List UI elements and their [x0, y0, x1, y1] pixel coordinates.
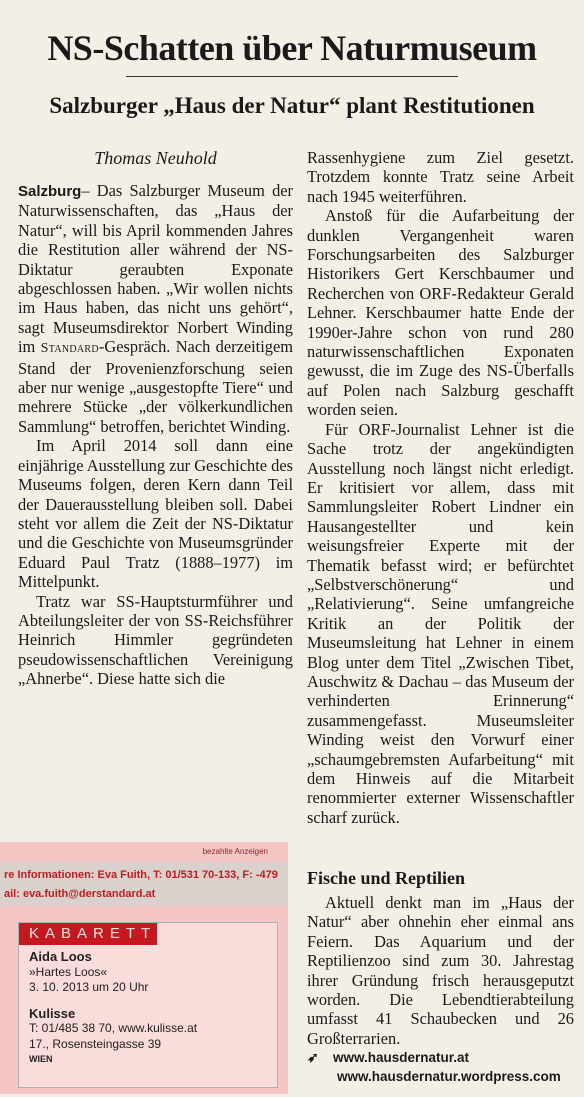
paragraph-5: Anstoß für die Aufarbeitung der dunklen Vergangenheit waren Forschungsarbeiten des Salzburger Historikers Gert Kerschbaumer und Recherchen von ORF-Redakteur Gerald Lehner. Kerschbaumer hatte Ende der 1990er-Jahre schon von rund 280 naturwissenschaftlichen Exponaten gewusst, die im Zuge des NS-Überfalls auf Polen nach Salzburg geschafft worden seien. — [307, 206, 574, 420]
ad-block — [0, 842, 288, 1094]
kabarett-category-bar: KABARETT — [19, 923, 157, 945]
article-right-column — [307, 148, 574, 827]
paragraph-3: Tratz war SS-Hauptsturmführer und Abteilungsleiter der von SS-Reichsführer Heinrich Himmler gegründeten pseudowissenschaftlichen Vereinigung „Ahnerbe“. Diese hatte sich die — [18, 591, 293, 689]
venue-name: Kulisse — [29, 1005, 76, 1021]
kabarett-box — [18, 922, 278, 1088]
headline-rule — [126, 76, 458, 77]
newspaper-brand: Standard — [40, 341, 99, 357]
show-date: 3. 10. 2013 um 20 Uhr — [29, 980, 149, 994]
paragraph-4: Rassenhygiene zum Ziel gesetzt. Trotzdem konnte Tratz seine Arbeit nach 1945 weiterführen. — [307, 148, 574, 206]
ad-contact-line-2: ail: eva.fuith@derstandard.at — [4, 888, 156, 900]
paragraph-closing: Aktuell denkt man im „Haus der Natur“ aber ohnehin eher einmal ans Feiern. Das Aquarium und der Reptilienzoo sind zum 30. Jahrestag ihrer Gründung frisch herausgeputzt worden. Die Lebendtierabteilung umfasst 41 Schaubecken und 26 Großterrarien. — [307, 893, 574, 1048]
show-title: »Hartes Loos« — [29, 964, 108, 979]
venue-address: 17., Rosensteingasse 39 — [29, 1036, 162, 1051]
paragraph-1-pre: – Das Salzburger Museum der Naturwissenschaften, das „Haus der Natur“, will bis April kommenden Jahres die Restitution aller während der NS-Diktatur geraubten Exponate abgeschlossen haben. „Wir wollen nichts im Haus haben, das nicht uns gehört“, sagt Museumsdirektor Norbert Winding im — [18, 181, 293, 357]
paragraph-1 — [18, 181, 293, 436]
headline: NS-Schatten über Naturmuseum — [47, 28, 537, 68]
article-closing-column — [307, 893, 574, 1048]
kabarett-details — [29, 949, 197, 1068]
link-row-1 — [307, 1047, 574, 1067]
paragraph-6: Für ORF-Journalist Lehner ist die Sache trotz der angekündigten Ausstellung noch längst nicht erledigt. Er kritisiert vor allem, dass mit Sammlungsleiter Robert Lindner ein Hausangestellter und kein weisungsfreier Experte mit der Thematik befasst wird; er befürchtet „Selbstverschönerung“ und „Relativierung“. Seine umfangreiche Kritik an der Politik der Museumsleitung hat Lehner in einem Blog unter dem Titel „Zwischen Tibet, Auschwitz & Dachau – das Museum der verhinderten Erinnerung“ zusammengefasst. Museumsleiter Winding weist den Vorwurf einer „schaumgebremsten Aufarbeitung“ mit dem Hinweis auf die Mitarbeit renommierter externer Wissenschaftler scharf zurück. — [307, 419, 574, 827]
dateline: Salzburg — [18, 183, 82, 200]
paragraph-1-post: -Gespräch. Nach derzeitigem Stand der Provenienzforschung seien aber nur wenige „ausgestopfte Tiere“ und mehrere Stücke „der völkerkundlichen Sammlung“ betroffen, berichtet Winding. — [18, 337, 293, 436]
author-byline: Thomas Neuhold — [94, 148, 217, 168]
link-hausdernatur[interactable]: www.hausdernatur.at — [333, 1050, 470, 1065]
ad-contact-line-1: re Informationen: Eva Fuith, T: 01/531 70-133, F: -479 — [4, 869, 278, 881]
subheadline: Salzburger „Haus der Natur“ plant Restitutionen — [49, 93, 535, 118]
link-wordpress[interactable]: www.hausdernatur.wordpress.com — [337, 1069, 561, 1084]
ad-label: bezahlte Anzeigen — [202, 847, 268, 856]
arrow-pointer-icon: ➶ — [307, 1049, 319, 1065]
ad-contact-strip — [0, 862, 288, 906]
venue-city: WIEN — [29, 1054, 53, 1064]
link-row-2 — [307, 1067, 574, 1087]
paragraph-2: Im April 2014 soll dann eine einjährige Ausstellung zur Geschichte des Museums folgen, deren Kern dann Teil der Dauerausstellung bleiben soll. Dabei steht vor allem die Zeit der NS-Diktatur und die Geschichte von Museumsgründer Eduard Paul Tratz (1888–1977) im Mittelpunkt. — [18, 436, 293, 592]
performer-name: Aida Loos — [29, 949, 92, 964]
section-subheading: Fische und Reptilien — [307, 868, 466, 888]
venue-phone-web: T: 01/485 38 70, www.kulisse.at — [29, 1021, 198, 1035]
article-left-column — [18, 181, 293, 689]
web-links — [307, 1047, 574, 1087]
